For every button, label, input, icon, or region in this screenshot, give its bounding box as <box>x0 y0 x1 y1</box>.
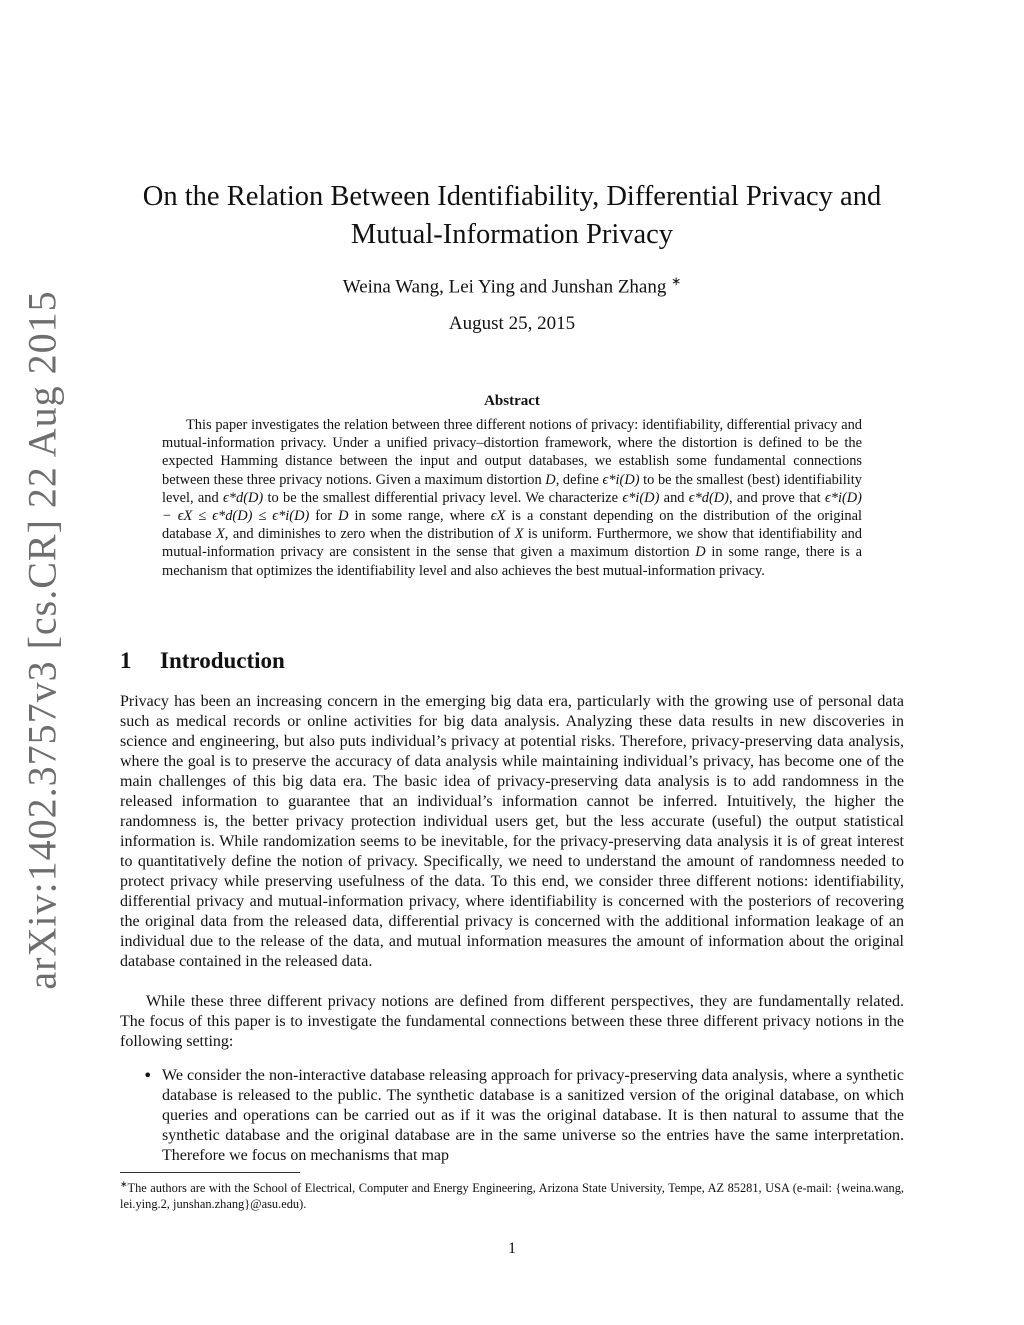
bullet-marker: • <box>143 1066 153 1085</box>
author-footnote-mark: ∗ <box>671 274 682 288</box>
arxiv-identifier-stamp: arXiv:1402.3757v3 [cs.CR] 22 Aug 2015 <box>19 290 65 990</box>
section-heading-introduction <box>120 648 285 674</box>
footnote-text: The authors are with the School of Electrical, Computer and Energy Engineering, Arizona State University, Tempe, AZ 85281, USA (e-mail: {weina.wang, lei.ying.2, junshan.zhang}@asu.edu). <box>120 1181 904 1212</box>
abstract-heading: Abstract <box>484 393 540 409</box>
bullet-item-1: We consider the non-interactive database releasing approach for privacy-preserving data analysis, where a synthetic database is released to the public. The synthetic database is a sanitized version of the original database, on which queries and operations can be carried out as if it was the original database. It is then natural to assume that the synthetic database and the original database are in the same universe so the entries have the same interpretation. Therefore we focus on mechanisms that map <box>162 1067 904 1164</box>
page-number: 1 <box>508 1240 516 1257</box>
body-paragraph-1: Privacy has been an increasing concern in the emerging big data era, particularly with the growing use of personal data such as medical records or online activities for big data analysis. Analyzing these data results in new discoveries in science and engineering, but also puts individual’s privacy at potential risks. Therefore, privacy-preserving data analysis, where the goal is to preserve the accuracy of data analysis while maintaining individual’s privacy, has become one of the main challenges of this big data era. The basic idea of privacy-preserving data analysis is to add randomness in the released information to guarantee that an individual’s information cannot be inferred. Intuitively, the higher the randomness is, the better privacy protection individual users get, but the less accurate (useful) the output statistical information is. While randomization seems to be inevitable, for the privacy-preserving data analysis it is of great interest to quantitatively define the notion of privacy. Specifically, we need to understand the amount of randomness needed to protect privacy while preserving usefulness of the data. To this end, we consider three different notions: identifiability, differential privacy and mutual-information privacy, where identifiability is concerned with the posteriors of recovering the original data from the released data, differential privacy is concerned with the additional information leakage of an individual due to the release of the data, and mutual information measures the amount of information about the original database contained in the released data. <box>120 693 904 970</box>
author-names: Weina Wang, Lei Ying and Junshan Zhang <box>342 276 667 298</box>
author-list <box>120 274 904 298</box>
section-number: 1 <box>120 648 132 673</box>
section-title: Introduction <box>160 648 285 673</box>
abstract-text: This paper investigates the relation between three different notions of privacy: identifiability, differential privacy and mutual-information privacy. Under a unified privacy–distortion framework, where the distortion is defined to be the expected Hamming distance between the input and output databases, we establish some fundamental connections between these three privacy notions. Given a maximum distortion D, define ϵ*i(D) to be the smallest (best) identifiability level, and ϵ*d(D) to be the smallest differential privacy level. We characterize ϵ*i(D) and ϵ*d(D), and prove that ϵ*i(D) − ϵX ≤ ϵ*d(D) ≤ ϵ*i(D) for D in some range, where ϵX is a constant depending on the distribution of the original database X, and diminishes to zero when the distribution of X is uniform. Furthermore, we show that identifiability and mutual-information privacy are consistent in the sense that given a maximum distortion D in some range, there is a mechanism that optimizes the identifiability level and also achieves the best mutual-information privacy. <box>162 417 863 579</box>
publication-date: August 25, 2015 <box>448 313 576 334</box>
inequality-formula: ϵ*i(D) − ϵX ≤ ϵ*d(D) ≤ ϵ*i(D) <box>162 489 862 525</box>
body-paragraph-2: While these three different privacy notions are defined from different perspectives, they are fundamentally related. The focus of this paper is to investigate the fundamental connections between these three different privacy notions in the following setting: <box>120 993 904 1050</box>
footnote-divider <box>120 1172 300 1173</box>
title-line-1: On the Relation Between Identifiability, Differential Privacy and <box>142 181 882 212</box>
paper-title <box>120 178 904 254</box>
footnote-mark: ∗ <box>120 1179 128 1189</box>
footnote <box>120 1176 904 1212</box>
title-line-2: Mutual-Information Privacy <box>350 219 674 250</box>
